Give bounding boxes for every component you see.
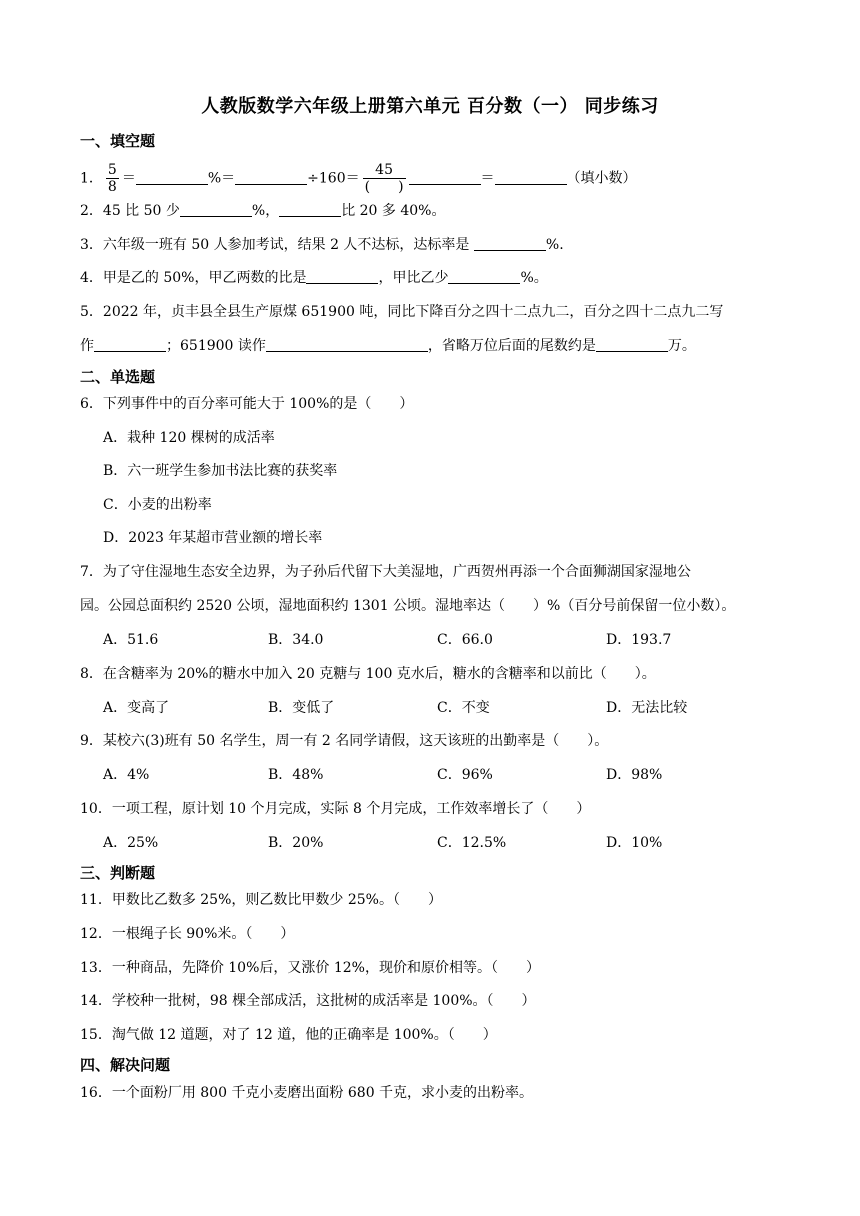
question-10-option-c[interactable]: C．12.5%: [437, 835, 507, 851]
question-9-option-a[interactable]: A．4%: [103, 767, 150, 783]
question-2: 2．45 比 50 少 %， 比 20 多 40%。: [80, 203, 446, 219]
question-7-line-1: 7．为了守住湿地生态安全边界，为子孙后代留下大美湿地，广西贺州再添一个合面狮湖国家湿地公: [80, 564, 691, 580]
question-3: 3．六年级一班有 50 人参加考试，结果 2 人不达标，达标率是 %.: [80, 237, 564, 253]
answer-blank[interactable]: [409, 169, 481, 185]
answer-blank[interactable]: [136, 169, 208, 185]
section-heading-true-false: 三、判断题: [80, 864, 156, 882]
question-10-option-b[interactable]: B．20%: [268, 835, 324, 851]
question-7-option-b[interactable]: B．34.0: [268, 632, 324, 648]
question-8-option-d[interactable]: D．无法比较: [606, 700, 688, 716]
question-13: 13．一种商品，先降价 10%后，又涨价 12%，现价和原价相等。（ ）: [80, 960, 540, 976]
question-7-line-2: 园。公园总面积约 2520 公顷，湿地面积约 1301 公顷。湿地率达（ ）%（百分号前保留一位小数）。: [80, 598, 736, 614]
question-9-stem: 9．某校六(3)班有 50 名学生，周一有 2 名同学请假，这天该班的出勤率是（ ）。: [80, 733, 609, 749]
question-15: 15．淘气做 12 道题，对了 12 道，他的正确率是 100%。（ ）: [80, 1027, 497, 1043]
question-8-option-c[interactable]: C．不变: [437, 700, 490, 716]
question-9-option-c[interactable]: C．96%: [437, 767, 493, 783]
question-7-option-c[interactable]: C．66.0: [437, 632, 493, 648]
question-10-stem: 10．一项工程，原计划 10 个月完成，实际 8 个月完成，工作效率增长了（ ）: [80, 801, 591, 817]
question-8-option-b[interactable]: B．变低了: [268, 700, 335, 716]
question-10-option-a[interactable]: A．25%: [103, 835, 159, 851]
answer-blank[interactable]: [94, 336, 166, 352]
answer-blank[interactable]: [596, 336, 668, 352]
question-16: 16．一个面粉厂用 800 千克小麦磨出面粉 680 千克，求小麦的出粉率。: [80, 1085, 534, 1101]
question-7-option-a[interactable]: A．51.6: [103, 632, 159, 648]
question-9-option-d[interactable]: D．98%: [606, 767, 663, 783]
section-heading-single-choice: 二、单选题: [80, 368, 156, 386]
answer-blank[interactable]: [279, 201, 341, 217]
answer-blank[interactable]: [474, 235, 546, 251]
question-6-option-a[interactable]: A．栽种 120 棵树的成活率: [103, 430, 275, 446]
question-1: 1． $\frac{5}{8}$ ＝ %＝ ÷160＝ $\frac{45}{( )}$ ＝ （填小数）: [80, 162, 637, 195]
question-6-stem: 6．下列事件中的百分率可能大于 100%的是（ ）: [80, 396, 414, 412]
question-6-option-c[interactable]: C．小麦的出粉率: [103, 497, 212, 513]
question-6-option-b[interactable]: B．六一班学生参加书法比赛的获奖率: [103, 463, 338, 479]
answer-blank[interactable]: [180, 201, 252, 217]
question-5-line-2: 作 ；651900 读作 ，省略万位后面的尾数约是 万。: [80, 338, 696, 354]
answer-blank[interactable]: [306, 268, 378, 284]
fraction-45-blank: $\frac{45}{( )}$: [364, 162, 404, 195]
fraction-5-8: $\frac{5}{8}$: [107, 162, 117, 195]
answer-blank[interactable]: [266, 336, 428, 352]
answer-blank[interactable]: [495, 169, 567, 185]
question-4: 4．甲是乙的 50%，甲乙两数的比是 ，甲比乙少 %。: [80, 270, 548, 286]
page-title: 人教版数学六年级上册第六单元 百分数（一） 同步练习: [201, 96, 659, 117]
section-heading-problem-solving: 四、解决问题: [80, 1056, 171, 1074]
question-14: 14．学校种一批树，98 棵全部成活，这批树的成活率是 100%。（ ）: [80, 993, 536, 1009]
question-12: 12．一根绳子长 90%米。（ ）: [80, 926, 295, 942]
question-8-stem: 8．在含糖率为 20%的糖水中加入 20 克糖与 100 克水后，糖水的含糖率和以前比（ ）。: [80, 666, 656, 682]
section-heading-fill-blank: 一、填空题: [80, 132, 156, 150]
question-9-option-b[interactable]: B．48%: [268, 767, 324, 783]
question-7-option-d[interactable]: D．193.7: [606, 632, 672, 648]
answer-blank[interactable]: [448, 268, 520, 284]
answer-blank[interactable]: [235, 169, 307, 185]
question-11: 11．甲数比乙数多 25%，则乙数比甲数少 25%。（ ）: [80, 892, 442, 908]
question-10-option-d[interactable]: D．10%: [606, 835, 663, 851]
question-8-option-a[interactable]: A．变高了: [103, 700, 170, 716]
question-6-option-d[interactable]: D．2023 年某超市营业额的增长率: [103, 530, 323, 546]
question-5-line-1: 5．2022 年，贞丰县全县生产原煤 651900 吨，同比下降百分之四十二点九二，百分之四十二点九二写: [80, 304, 724, 320]
